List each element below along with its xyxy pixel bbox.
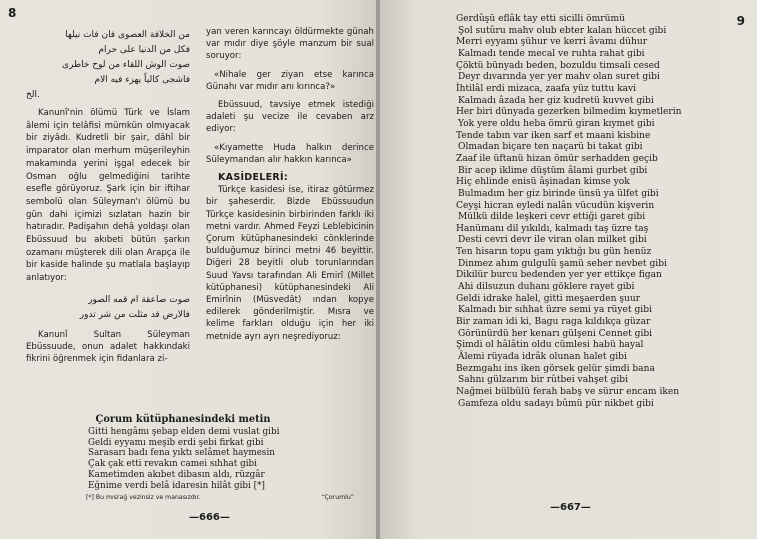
poem-verse: Hiç ehlinde enisü âşinadan kimse yok (456, 177, 630, 188)
page-footer-left: —666— (189, 512, 230, 523)
section-heading: KASİDELERİ: (218, 172, 288, 184)
footnote-text: [*] Bu mısrağ vezinsiz ve manasızdır. (86, 494, 201, 501)
poem-verse: Dinmez ahım gulgulü şamü seher nevbet gibi (458, 258, 667, 269)
poem-verse: Görünürdü her kenarı gülşeni Cennet gibi (458, 328, 653, 339)
poem-right (456, 14, 756, 410)
poem-verse: Her biri dünyada gezerken bilmedim kıymetlerin (456, 107, 682, 118)
poem-verse: Geldi idrake halel, gitti meşaerden şuur (456, 293, 641, 304)
poem-verse: Hanümanı dil yıkıldı, kalmadı taş üzre taş (456, 223, 649, 234)
body-paragraph: Türkçe kasidesi ise, itiraz götürmez bir şaheserdir. Bizde Ebüssuudun Türkçe kasidesinin birbirinden farklı iki metni vardır. Ahmed Feyzi Leblebicinin Çorum kütüphanesindeki cönklerinde bulduğumuz birinci metni 46 beyittir. Diğeri 28 beyitli olub torunlarından Suud Yavsı tarafından Ali Emirî (Millet kütüphanesi) kütüphanesindeki Ali Emirînin (Müsvedât) ından kopye edilerek gönderilmiştir. Mısra ve kelime farkları olduğu için her iki metnide ayrı ayrı neşrediyoruz: (206, 185, 374, 342)
footnote-source: “Çorumlu” (321, 494, 354, 501)
poem-verse: Ceyşi hicran eyledi nalân vücudün kişverin (456, 200, 655, 211)
body-paragraph: yan veren karıncayı öldürmekte günah var mıdır diye şöyle manzum bir sual soruyor: (206, 27, 374, 62)
poem-verse: Şol sutûru mahv olub ebter kalan hüccet gibi (458, 25, 667, 36)
poem-title: Çorum kütüphanesindeki metin (95, 414, 271, 425)
poem-verse: Şimdi ol hâlâtin oldu cümlesi habü hayal (456, 340, 644, 351)
arabic-line: الخ. (26, 90, 40, 100)
poem-verse: Âlemi rüyada idrâk olunan halet gibi (458, 352, 627, 363)
poem-verse: Deyr dıvarında yer yer mahv olan suret gibi (458, 72, 660, 83)
poem-verse: Kalmadı bir sıhhat üzre semi ya rüyet gibi (458, 305, 652, 316)
poem-verse: Sarasarı badı fena yıktı selâmet haymesin (88, 448, 275, 459)
poem-left (88, 415, 318, 492)
poem-verse: Kametimden akıbet dibasın aldı, rüzgâr (88, 469, 265, 480)
body-paragraph: Kanunî'nin ölümü Türk ve İslam âlemi için telâfisi mümkün olmıyacak bir ziyâdı. Kudretli bir şair, dâhî bir imparator olan merhum müşerileyhin makamında yerini işgal edecek bir Osman oğlu gelmediğini tarihte esefle görüyoruz. Şark için bir iftihar sembolü olan Süleyman'ı ölümü bu gün dahi içimizi sızlatan hazin bir hatıradır. Padişahın dehâ yoldaşı olan Ebüssuud bu akıbeti bütün şarkın ozamanı müşterek dili olan Arapça ile bir kaside halinde şu matlala başlayıp anlatıyor: (26, 108, 190, 284)
quote: «Nihale ger ziyan etse karınca Günahı var mıdır anı kırınca?» (206, 69, 374, 92)
arabic-line: فاشجى كالياً يهزء فيه الام (94, 75, 190, 85)
poem-verse: Geldi eyyamı meşib erdi şebi firkat gibi (88, 437, 264, 448)
poem-verse: Yok yere oldu heba ömrü giran kıymet gibi (458, 118, 655, 129)
arabic-verse-block-1 (26, 28, 190, 103)
arabic-line: فكل من الدنيا على حرام (98, 45, 190, 55)
poem-verse: Dikilür burcu bedenden yer yer ettikçe figan (456, 270, 662, 281)
poem-verse: Gerdûşü eflâk tay etti sicilli ömrümü (456, 14, 625, 24)
poem-verse: Bezmgahı ins iken görsek gelür şimdi bana (456, 363, 655, 374)
poem-verse: Tende tabın var iken sarf et maani kisbine (456, 130, 651, 141)
poem-verse: Çöktü bünyadı beden, bozuldu timsali cesed (456, 60, 660, 71)
poem-verse: Desti cevri devr ile viran olan milket gibi (458, 235, 647, 246)
poem-verse: Olmadan biçare ten naçarü bi takat gibi (458, 142, 643, 153)
middle-column (206, 26, 374, 343)
left-column (26, 28, 190, 365)
poem-verse: Çak çak etti revakın camei sıhhat gibi (88, 459, 257, 470)
poem-verse: Mülkü dilde leşkeri cevr ettiği garet gibi (458, 212, 646, 223)
poem-verse: Gamfeza oldu sadayı bûmü pür nikbet gibi (458, 398, 654, 409)
body-paragraph: Ebüssuud, tavsiye etmek istediği adaleti şu vecize ile cevaben arz ediyor: (206, 100, 374, 135)
poem-verse: Merri eyyamı şühur ve kerri âvamı dühur (456, 37, 648, 48)
poem-verse: Kalmadı tende mecal ve ruhta rahat gibi (458, 48, 645, 59)
quote: «Kıyamette Huda halkın derince Süleymandan alır hakkın karınca» (206, 142, 374, 165)
poem-verse: Sahnı gülzarım bir rûtbei vahşet gibi (458, 375, 629, 386)
arabic-line: من الخلافة العصوى فان فات نيلها (65, 30, 190, 40)
left-page (0, 0, 377, 539)
poem-verse: Nağmei bülbülü ferah babş ve sürur encam iken (456, 387, 680, 397)
arabic-line: فالارض قد مثلت من شر تدور (79, 309, 190, 320)
page-footer-right: —667— (550, 502, 591, 513)
poem-verse: Eğnime verdi belâ idaresin hilât gibi [*] (88, 480, 265, 491)
arabic-verse-block-2 (26, 293, 190, 323)
right-page (380, 0, 757, 539)
poem-verse: Bir acep iklime düştüm âlami gurbet gibi (458, 165, 648, 176)
arabic-line: صوت الوش اللقاء من لوح خاطرى (61, 60, 190, 70)
body-paragraph: Kanunî Sultan Süleyman Ebüssuude, onun adalet hakkındaki fikrini öğrenmek için fidanlara zi- (26, 329, 190, 365)
poem-verse: Ten hisarın topu gam yıktığı bu gün henüz (456, 247, 652, 258)
page-number-left: 8 (8, 6, 17, 20)
arabic-line: صوت صاعقة ام قمه الصور (88, 294, 190, 305)
poem-verse: Ahi dilsuzun duhanı göklere rayet gibi (458, 282, 635, 293)
poem-verse: Bulmadım her giz birinde ünsü ya ülfet gibi (458, 188, 659, 199)
page-number-right: 9 (736, 14, 745, 28)
poem-verse: İhtilâl erdi mizaca, zaafa yüz tuttu kavi (456, 83, 637, 94)
poem-verse: Kalmadı âzada her giz kudretü kuvvet gibi (458, 95, 654, 106)
poem-verse: Gitti hengâmı şebap elden demi vuslat gibi (88, 426, 280, 437)
poem-verse: Bir zaman idi ki, Bagu raga kıldıkça güzar (456, 317, 651, 328)
footnote (86, 494, 366, 501)
poem-verse: Zaaf ile üftanü hizan ömür serhadden geçib (456, 153, 658, 164)
